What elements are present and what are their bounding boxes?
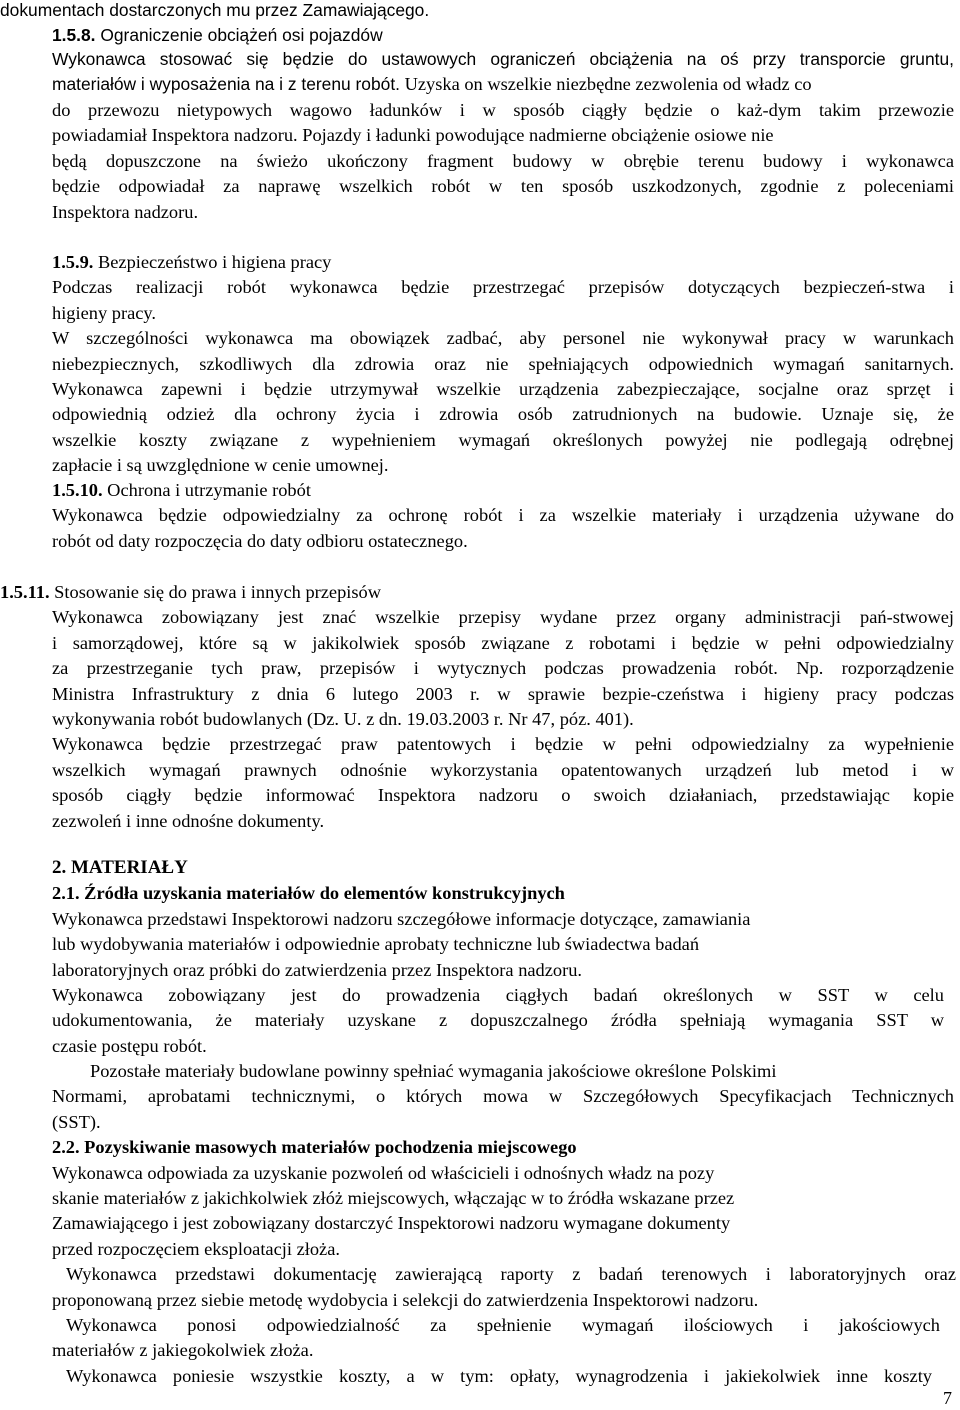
subsection-heading-2-1: 2.1. Źródła uzyskania materiałów do elementów konstrukcyjnych xyxy=(52,883,565,903)
text-fragment: Uzyska on wszelkie niezbędne zezwolenia od władz co xyxy=(400,74,812,94)
text-line: sposób ciągły będzie informować Inspektora nadzoru o swoich działaniach, przedstawiając kopie xyxy=(52,785,954,805)
text-line: będą dopuszczone na świeżo ukończony fragment budowy w obrębie terenu budowy i wykonawca xyxy=(52,151,954,171)
text-fragment: Pojazdy i ładunki powodujące nadmierne obciążenie osiowe nie xyxy=(297,125,774,145)
section-title: Ograniczenie obciążeń osi pojazdów xyxy=(95,25,383,45)
text-line: Wykonawca przedstawi dokumentację zawierającą raporty z badań terenowych i laboratoryjnych oraz xyxy=(66,1264,956,1284)
text-line: materiałów z jakiegokolwiek złoża. xyxy=(52,1340,314,1360)
text-line: proponowaną przez siebie metodę wydobycia i selekcji do zatwierdzenia Inspektorowi nadzoru. xyxy=(52,1290,759,1310)
text-line: Podczas realizacji robót wykonawca będzie przestrzegać przepisów dotyczących bezpieczeń-stwa i xyxy=(52,277,954,297)
text-line: i samorządowej, które są w jakikolwiek sposób związane z robotami i będzie w pełni odpowiedzialny xyxy=(52,633,954,653)
page-number: 7 xyxy=(943,1388,952,1408)
section-heading-1-5-10 xyxy=(52,477,311,503)
chapter-heading: 2. MATERIAŁY xyxy=(52,857,188,878)
text-line: Wykonawca stosować się będzie do ustawowych ograniczeń obciążenia na oś przy transporcie gruntu, xyxy=(52,49,954,69)
text-line: wszelkich wymagań prawnych odnośnie wykorzystania opatentowanych urządzeń lub metod i w xyxy=(52,760,954,780)
text-line: zezwoleń i inne odnośne dokumenty. xyxy=(52,811,325,831)
text-line: przed rozpoczęciem eksploatacji złoża. xyxy=(52,1239,340,1259)
section-number: 1.5.9. xyxy=(52,252,94,272)
text-line: Normami, aprobatami technicznymi, o których mowa w Szczegółowych Specyfikacjach Technicznych xyxy=(52,1086,954,1106)
section-number: 1.5.8. xyxy=(52,25,96,45)
text-line: higieny pracy. xyxy=(52,303,157,323)
text-line: Wykonawca odpowiada za uzyskanie pozwoleń od właścicieli i odnośnych władz na pozy xyxy=(52,1163,715,1183)
text-line: niebezpiecznych, szkodliwych dla zdrowia oraz nie spełniających odpowiednich wymagań sanitarnych. xyxy=(52,354,954,374)
text-line: laboratoryjnych oraz próbki do zatwierdzenia przez Inspektora nadzoru. xyxy=(52,960,583,980)
text-line: Pozostałe materiały budowlane powinny spełniać wymagania jakościowe określone Polskimi xyxy=(90,1061,777,1081)
section-number: 1.5.11. xyxy=(0,582,50,602)
section-heading-1-5-8 xyxy=(52,22,383,48)
subsection-heading-2-2: 2.2. Pozyskiwanie masowych materiałów pochodzenia miejscowego xyxy=(52,1137,577,1157)
text-line: Wykonawca poniesie wszystkie koszty, a w tym: opłaty, wynagrodzenia i jakiekolwiek inne koszty xyxy=(66,1366,932,1386)
text-line: czasie postępu robót. xyxy=(52,1036,207,1056)
text-fragment: materiałów i wyposażenia na i z terenu robót. xyxy=(52,74,400,94)
text-line: W szczególności wykonawca ma obowiązek zadbać, aby personel nie wykonywał pracy w warunkach xyxy=(52,328,954,348)
section-heading-1-5-9 xyxy=(52,249,331,275)
text-line: wszelkie koszty związane z wypełnieniem wymagań określonych powyżej nie podlegają odrębnej xyxy=(52,430,954,450)
text-line: Wykonawca ponosi odpowiedzialność za spełnienie wymagań ilościowych i jakościowych xyxy=(66,1315,940,1335)
text-line: do przewozu nietypowych wagowo ładunków i w sposób ciągły będzie o każ-dym takim przewozie xyxy=(52,100,954,120)
text-line: Zamawiającego i jest zobowiązany dostarczyć Inspektorowi nadzoru wymagane dokumenty xyxy=(52,1213,731,1233)
section-heading-1-5-11 xyxy=(0,579,381,605)
text-line: robót od daty rozpoczęcia do daty odbioru ostatecznego. xyxy=(52,531,468,551)
text-line: odpowiednią odzież dla ochrony życia i zdrowia osób zatrudnionych na budowie. Uznaje się, że xyxy=(52,404,954,424)
text-line: Inspektora nadzoru. xyxy=(52,202,199,222)
text-line: Wykonawca będzie przestrzegać praw patentowych i będzie w pełni odpowiedzialny za wypełnienie xyxy=(52,734,954,754)
section-number: 1.5.10. xyxy=(52,480,103,500)
text-line: Wykonawca zapewni i będzie utrzymywał wszelkie urządzenia zabezpieczające, socjalne oraz sprzęt i xyxy=(52,379,954,399)
text-line: udokumentowania, że materiały uzyskane z dopuszczalnego źródła spełniają wymagania SST w xyxy=(52,1010,944,1030)
text-line: wykonywania robót budowlanych (Dz. U. z dn. 19.03.2003 r. Nr 47, póz. 401). xyxy=(52,709,634,729)
text-line: (SST). xyxy=(52,1112,101,1132)
text-line-mixed xyxy=(52,71,954,97)
text-line: Wykonawca zobowiązany jest do prowadzenia ciągłych badań określonych w SST w celu xyxy=(52,985,944,1005)
text-line: Ministra Infrastruktury z dnia 6 lutego 2003 r. w sprawie bezpie-czeństwa i higieny pracy podczas xyxy=(52,684,954,704)
text-line: zapłacie i są uwzględnione w cenie umownej. xyxy=(52,455,389,475)
text-line: Wykonawca będzie odpowiedzialny za ochronę robót i za wszelkie materiały i urządzenia używane do xyxy=(52,505,954,525)
text-line-mixed xyxy=(52,122,954,148)
section-title: Ochrona i utrzymanie robót xyxy=(102,480,311,500)
text-fragment: powiadamiał Inspektora nadzoru. xyxy=(52,125,298,145)
text-line: skanie materiałów z jakichkolwiek złóż miejscowych, włączając w to źródła wskazane przez xyxy=(52,1188,735,1208)
text-line: Wykonawca zobowiązany jest znać wszelkie przepisy wydane przez organy administracji pań-stwowej xyxy=(52,607,954,627)
text-line: dokumentach dostarczonych mu przez Zamawiającego. xyxy=(0,0,430,20)
text-line: lub wydobywania materiałów i odpowiednie aprobaty techniczne lub świadectwa badań xyxy=(52,934,700,954)
section-title: Stosowanie się do prawa i innych przepisów xyxy=(49,582,382,602)
text-line: będzie odpowiadał za naprawę wszelkich robót w ten sposób uszkodzonych, zgodnie z poleceniami xyxy=(52,176,954,196)
text-line: za przestrzeganie tych praw, przepisów i wytycznych podczas prowadzenia robót. Np. rozporządzenie xyxy=(52,658,954,678)
text-line: Wykonawca przedstawi Inspektorowi nadzoru szczegółowe informacje dotyczące, zamawiania xyxy=(52,909,751,929)
section-title: Bezpieczeństwo i higiena pracy xyxy=(93,252,332,272)
